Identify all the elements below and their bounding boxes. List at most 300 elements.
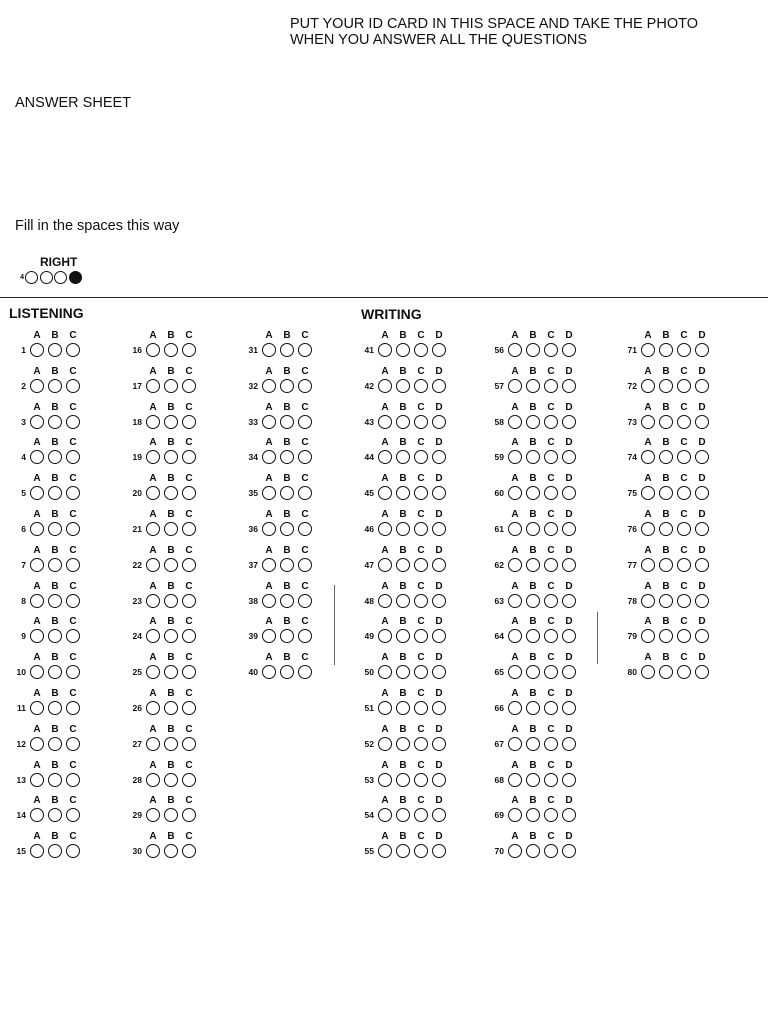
answer-bubble-c[interactable] <box>182 844 196 858</box>
answer-bubble-a[interactable] <box>146 379 160 393</box>
answer-bubble-c[interactable] <box>182 558 196 572</box>
answer-bubble-b[interactable] <box>280 629 294 643</box>
answer-bubble-b[interactable] <box>280 665 294 679</box>
answer-bubble-a[interactable] <box>146 844 160 858</box>
answer-bubble-b[interactable] <box>164 486 178 500</box>
answer-bubble-b[interactable] <box>164 629 178 643</box>
answer-bubble-a[interactable] <box>378 629 392 643</box>
answer-bubble-b[interactable] <box>280 343 294 357</box>
option-letter-b: B <box>662 509 670 520</box>
answer-bubble-c[interactable] <box>677 486 691 500</box>
answer-bubble-b[interactable] <box>659 415 673 429</box>
answer-bubble-b[interactable] <box>526 844 540 858</box>
answer-bubble-d[interactable] <box>562 844 576 858</box>
answer-bubble-c[interactable] <box>414 629 428 643</box>
answer-bubble-c[interactable] <box>66 629 80 643</box>
answer-bubble-b[interactable] <box>396 701 410 715</box>
answer-bubble-a[interactable] <box>146 629 160 643</box>
answer-bubble-c[interactable] <box>677 629 691 643</box>
answer-bubble-a[interactable] <box>30 522 44 536</box>
answer-bubble-c[interactable] <box>414 415 428 429</box>
answer-bubble-c[interactable] <box>66 844 80 858</box>
answer-bubble-c[interactable] <box>182 773 196 787</box>
answer-bubble-c[interactable] <box>544 844 558 858</box>
answer-bubble-c[interactable] <box>414 450 428 464</box>
answer-bubble-d[interactable] <box>695 450 709 464</box>
answer-bubble-c[interactable] <box>414 737 428 751</box>
answer-bubble-a[interactable] <box>30 594 44 608</box>
answer-bubble-c[interactable] <box>298 558 312 572</box>
answer-bubble-a[interactable] <box>378 450 392 464</box>
question-69 <box>488 795 580 825</box>
answer-bubble-a[interactable] <box>30 343 44 357</box>
answer-bubble-d[interactable] <box>695 665 709 679</box>
answer-bubble-b[interactable] <box>48 343 62 357</box>
option-letter-b: B <box>529 652 537 664</box>
answer-bubble-d[interactable] <box>432 844 446 858</box>
answer-bubble-b[interactable] <box>48 415 62 429</box>
answer-bubble-a[interactable] <box>508 773 522 787</box>
answer-bubble-c[interactable] <box>66 486 80 500</box>
answer-bubble-a[interactable] <box>641 665 655 679</box>
answer-bubble-d[interactable] <box>562 773 576 787</box>
answer-bubble-a[interactable] <box>641 486 655 500</box>
option-letter-c: C <box>547 544 555 556</box>
answer-bubble-c[interactable] <box>66 665 80 679</box>
answer-bubble-b[interactable] <box>526 522 540 536</box>
answer-bubble-a[interactable] <box>508 522 522 536</box>
answer-bubble-c[interactable] <box>544 737 558 751</box>
answer-bubble-b[interactable] <box>48 773 62 787</box>
answer-bubble-b[interactable] <box>164 558 178 572</box>
answer-bubble-a[interactable] <box>262 415 276 429</box>
answer-bubble-b[interactable] <box>164 343 178 357</box>
answer-bubble-c[interactable] <box>414 558 428 572</box>
answer-bubble-a[interactable] <box>262 665 276 679</box>
answer-bubble-b[interactable] <box>396 665 410 679</box>
answer-bubble-b[interactable] <box>659 665 673 679</box>
answer-bubble-d[interactable] <box>432 629 446 643</box>
answer-bubble-c[interactable] <box>677 558 691 572</box>
answer-bubble-c[interactable] <box>66 701 80 715</box>
answer-bubble-b[interactable] <box>526 450 540 464</box>
answer-bubble-c[interactable] <box>414 522 428 536</box>
answer-bubble-b[interactable] <box>280 558 294 572</box>
answer-bubble-c[interactable] <box>66 415 80 429</box>
answer-bubble-d[interactable] <box>562 737 576 751</box>
answer-bubble-a[interactable] <box>508 844 522 858</box>
answer-bubble-b[interactable] <box>526 486 540 500</box>
answer-bubble-a[interactable] <box>508 594 522 608</box>
answer-bubble-b[interactable] <box>280 522 294 536</box>
answer-bubble-b[interactable] <box>164 773 178 787</box>
answer-bubble-b[interactable] <box>526 808 540 822</box>
answer-bubble-a[interactable] <box>641 415 655 429</box>
answer-bubble-b[interactable] <box>280 594 294 608</box>
answer-bubble-c[interactable] <box>544 558 558 572</box>
answer-bubble-c[interactable] <box>544 808 558 822</box>
option-letter-b: B <box>283 401 291 413</box>
option-letter-c: C <box>547 616 555 628</box>
answer-bubble-a[interactable] <box>508 450 522 464</box>
answer-bubble-b[interactable] <box>396 522 410 536</box>
answer-bubble-a[interactable] <box>262 558 276 572</box>
answer-bubble-b[interactable] <box>659 343 673 357</box>
answer-bubble-c[interactable] <box>182 450 196 464</box>
answer-bubble-c[interactable] <box>544 450 558 464</box>
answer-bubble-a[interactable] <box>378 343 392 357</box>
answer-bubble-b[interactable] <box>396 415 410 429</box>
option-letter-c: C <box>547 365 555 377</box>
answer-bubble-a[interactable] <box>378 665 392 679</box>
answer-bubble-b[interactable] <box>526 415 540 429</box>
answer-bubble-b[interactable] <box>48 450 62 464</box>
answer-bubble-b[interactable] <box>164 665 178 679</box>
answer-bubble-b[interactable] <box>48 522 62 536</box>
answer-bubble-b[interactable] <box>48 379 62 393</box>
answer-bubble-d[interactable] <box>432 450 446 464</box>
answer-bubble-a[interactable] <box>378 844 392 858</box>
answer-bubble-b[interactable] <box>659 522 673 536</box>
answer-bubble-a[interactable] <box>262 379 276 393</box>
answer-bubble-a[interactable] <box>262 343 276 357</box>
answer-bubble-c[interactable] <box>414 773 428 787</box>
answer-bubble-d[interactable] <box>695 415 709 429</box>
answer-bubble-a[interactable] <box>146 522 160 536</box>
answer-bubble-c[interactable] <box>182 737 196 751</box>
answer-bubble-d[interactable] <box>432 808 446 822</box>
answer-bubble-a[interactable] <box>146 701 160 715</box>
answer-bubble-d[interactable] <box>432 415 446 429</box>
answer-bubble-c[interactable] <box>298 450 312 464</box>
answer-bubble-c[interactable] <box>66 773 80 787</box>
answer-bubble-c[interactable] <box>298 379 312 393</box>
answer-bubble-a[interactable] <box>30 415 44 429</box>
question-28 <box>126 760 218 790</box>
answer-bubble-b[interactable] <box>164 594 178 608</box>
answer-bubble-a[interactable] <box>30 737 44 751</box>
answer-bubble-b[interactable] <box>48 594 62 608</box>
answer-bubble-c[interactable] <box>182 522 196 536</box>
answer-bubble-a[interactable] <box>508 808 522 822</box>
answer-bubble-d[interactable] <box>562 629 576 643</box>
answer-bubble-b[interactable] <box>526 737 540 751</box>
option-letter-c: C <box>417 795 425 807</box>
answer-bubble-c[interactable] <box>677 594 691 608</box>
answer-bubble-c[interactable] <box>414 808 428 822</box>
answer-bubble-a[interactable] <box>30 629 44 643</box>
answer-bubble-c[interactable] <box>182 343 196 357</box>
answer-bubble-d[interactable] <box>432 594 446 608</box>
answer-bubble-d[interactable] <box>695 629 709 643</box>
question-67 <box>488 724 580 754</box>
answer-bubble-a[interactable] <box>378 415 392 429</box>
answer-bubble-b[interactable] <box>526 558 540 572</box>
answer-bubble-c[interactable] <box>66 343 80 357</box>
answer-bubble-b[interactable] <box>48 486 62 500</box>
answer-bubble-d[interactable] <box>432 343 446 357</box>
answer-bubble-a[interactable] <box>378 808 392 822</box>
answer-bubble-c[interactable] <box>298 343 312 357</box>
answer-bubble-c[interactable] <box>298 522 312 536</box>
answer-bubble-b[interactable] <box>526 665 540 679</box>
answer-bubble-c[interactable] <box>182 594 196 608</box>
answer-bubble-a[interactable] <box>146 665 160 679</box>
option-letter-b: B <box>167 365 175 377</box>
answer-bubble-b[interactable] <box>396 558 410 572</box>
answer-bubble-c[interactable] <box>544 629 558 643</box>
answer-bubble-c[interactable] <box>677 343 691 357</box>
answer-bubble-b[interactable] <box>396 343 410 357</box>
answer-bubble-d[interactable] <box>562 522 576 536</box>
answer-bubble-a[interactable] <box>641 558 655 572</box>
answer-bubble-c[interactable] <box>298 486 312 500</box>
answer-bubble-b[interactable] <box>396 737 410 751</box>
answer-bubble-b[interactable] <box>526 629 540 643</box>
answer-bubble-b[interactable] <box>396 379 410 393</box>
answer-bubble-c[interactable] <box>544 701 558 715</box>
answer-bubble-b[interactable] <box>526 773 540 787</box>
answer-bubble-a[interactable] <box>641 594 655 608</box>
answer-bubble-c[interactable] <box>298 665 312 679</box>
answer-bubble-d[interactable] <box>562 343 576 357</box>
answer-bubble-b[interactable] <box>659 450 673 464</box>
answer-bubble-c[interactable] <box>677 415 691 429</box>
answer-bubble-c[interactable] <box>544 522 558 536</box>
answer-bubble-c[interactable] <box>677 522 691 536</box>
answer-bubble-a[interactable] <box>641 522 655 536</box>
answer-bubble-b[interactable] <box>526 594 540 608</box>
option-letter-c: C <box>185 831 193 843</box>
answer-bubble-d[interactable] <box>562 379 576 393</box>
answer-bubble-b[interactable] <box>659 379 673 393</box>
answer-bubble-c[interactable] <box>182 629 196 643</box>
answer-bubble-d[interactable] <box>432 558 446 572</box>
answer-bubble-a[interactable] <box>262 629 276 643</box>
answer-bubble-b[interactable] <box>526 701 540 715</box>
answer-bubble-a[interactable] <box>30 486 44 500</box>
answer-bubble-d[interactable] <box>432 665 446 679</box>
answer-bubble-b[interactable] <box>526 343 540 357</box>
answer-bubble-c[interactable] <box>182 486 196 500</box>
answer-bubble-c[interactable] <box>298 629 312 643</box>
answer-bubble-a[interactable] <box>378 486 392 500</box>
answer-bubble-b[interactable] <box>396 450 410 464</box>
answer-bubble-a[interactable] <box>378 773 392 787</box>
answer-bubble-d[interactable] <box>432 379 446 393</box>
answer-bubble-a[interactable] <box>378 379 392 393</box>
answer-bubble-a[interactable] <box>508 629 522 643</box>
answer-bubble-c[interactable] <box>66 450 80 464</box>
question-number: 2 <box>21 380 26 391</box>
answer-bubble-b[interactable] <box>164 844 178 858</box>
answer-bubble-c[interactable] <box>414 343 428 357</box>
answer-bubble-a[interactable] <box>30 844 44 858</box>
answer-bubble-b[interactable] <box>48 737 62 751</box>
answer-bubble-b[interactable] <box>396 844 410 858</box>
answer-bubble-b[interactable] <box>164 379 178 393</box>
answer-bubble-b[interactable] <box>48 665 62 679</box>
answer-bubble-a[interactable] <box>262 522 276 536</box>
answer-bubble-d[interactable] <box>432 773 446 787</box>
answer-bubble-a[interactable] <box>508 665 522 679</box>
answer-bubble-a[interactable] <box>30 701 44 715</box>
answer-bubble-a[interactable] <box>641 450 655 464</box>
answer-bubble-c[interactable] <box>66 737 80 751</box>
answer-bubble-c[interactable] <box>544 415 558 429</box>
answer-bubble-a[interactable] <box>378 558 392 572</box>
answer-bubble-b[interactable] <box>164 522 178 536</box>
answer-bubble-c[interactable] <box>677 450 691 464</box>
answer-bubble-b[interactable] <box>396 594 410 608</box>
answer-bubble-c[interactable] <box>66 808 80 822</box>
answer-bubble-c[interactable] <box>414 486 428 500</box>
answer-bubble-d[interactable] <box>562 450 576 464</box>
answer-bubble-c[interactable] <box>544 665 558 679</box>
answer-bubble-d[interactable] <box>695 522 709 536</box>
answer-bubble-c[interactable] <box>298 415 312 429</box>
answer-bubble-a[interactable] <box>378 522 392 536</box>
answer-bubble-c[interactable] <box>414 701 428 715</box>
answer-bubble-a[interactable] <box>30 450 44 464</box>
answer-bubble-a[interactable] <box>146 343 160 357</box>
answer-bubble-c[interactable] <box>414 594 428 608</box>
answer-bubble-b[interactable] <box>164 701 178 715</box>
answer-bubble-a[interactable] <box>508 415 522 429</box>
answer-bubble-b[interactable] <box>280 379 294 393</box>
answer-bubble-a[interactable] <box>378 594 392 608</box>
answer-bubble-c[interactable] <box>182 379 196 393</box>
answer-bubble-c[interactable] <box>414 844 428 858</box>
answer-bubble-b[interactable] <box>396 486 410 500</box>
answer-bubble-a[interactable] <box>262 594 276 608</box>
answer-bubble-c[interactable] <box>182 415 196 429</box>
answer-bubble-a[interactable] <box>30 665 44 679</box>
answer-bubble-a[interactable] <box>146 486 160 500</box>
answer-bubble-c[interactable] <box>414 665 428 679</box>
answer-bubble-b[interactable] <box>48 558 62 572</box>
answer-bubble-b[interactable] <box>164 450 178 464</box>
answer-bubble-b[interactable] <box>280 486 294 500</box>
answer-bubble-d[interactable] <box>432 522 446 536</box>
answer-bubble-c[interactable] <box>544 379 558 393</box>
answer-bubble-c[interactable] <box>182 701 196 715</box>
answer-bubble-d[interactable] <box>562 594 576 608</box>
answer-bubble-b[interactable] <box>164 808 178 822</box>
answer-bubble-a[interactable] <box>508 343 522 357</box>
answer-bubble-b[interactable] <box>48 844 62 858</box>
answer-bubble-a[interactable] <box>378 737 392 751</box>
answer-bubble-b[interactable] <box>659 558 673 572</box>
answer-bubble-d[interactable] <box>432 737 446 751</box>
answer-bubble-a[interactable] <box>508 701 522 715</box>
question-23 <box>126 581 218 611</box>
option-letter-c: C <box>69 509 77 520</box>
option-letter-a: A <box>149 795 157 807</box>
answer-bubble-c[interactable] <box>544 486 558 500</box>
answer-bubble-a[interactable] <box>30 773 44 787</box>
answer-bubble-b[interactable] <box>280 450 294 464</box>
answer-bubble-c[interactable] <box>677 379 691 393</box>
answer-bubble-b[interactable] <box>396 629 410 643</box>
answer-bubble-c[interactable] <box>677 665 691 679</box>
answer-bubble-a[interactable] <box>262 486 276 500</box>
answer-bubble-a[interactable] <box>508 558 522 572</box>
answer-bubble-d[interactable] <box>562 486 576 500</box>
answer-bubble-d[interactable] <box>562 415 576 429</box>
answer-bubble-d[interactable] <box>562 558 576 572</box>
answer-bubble-a[interactable] <box>641 379 655 393</box>
answer-bubble-c[interactable] <box>66 594 80 608</box>
option-letter-c: C <box>417 509 425 520</box>
answer-bubble-d[interactable] <box>562 808 576 822</box>
answer-bubble-d[interactable] <box>562 665 576 679</box>
answer-bubble-c[interactable] <box>66 558 80 572</box>
answer-bubble-d[interactable] <box>695 486 709 500</box>
answer-bubble-a[interactable] <box>146 415 160 429</box>
answer-bubble-b[interactable] <box>48 701 62 715</box>
answer-bubble-d[interactable] <box>432 486 446 500</box>
answer-bubble-a[interactable] <box>146 450 160 464</box>
answer-bubble-b[interactable] <box>48 808 62 822</box>
answer-bubble-c[interactable] <box>414 379 428 393</box>
answer-bubble-a[interactable] <box>378 701 392 715</box>
answer-bubble-b[interactable] <box>659 486 673 500</box>
answer-bubble-a[interactable] <box>262 450 276 464</box>
answer-bubble-b[interactable] <box>526 379 540 393</box>
answer-bubble-b[interactable] <box>48 629 62 643</box>
answer-bubble-b[interactable] <box>659 629 673 643</box>
answer-bubble-d[interactable] <box>432 701 446 715</box>
answer-bubble-c[interactable] <box>298 594 312 608</box>
answer-bubble-a[interactable] <box>146 808 160 822</box>
answer-bubble-a[interactable] <box>146 737 160 751</box>
answer-bubble-d[interactable] <box>695 343 709 357</box>
answer-bubble-a[interactable] <box>641 629 655 643</box>
answer-bubble-a[interactable] <box>146 773 160 787</box>
option-letter-b: B <box>529 723 537 735</box>
answer-bubble-b[interactable] <box>164 737 178 751</box>
answer-bubble-c[interactable] <box>66 379 80 393</box>
answer-bubble-c[interactable] <box>182 665 196 679</box>
answer-bubble-a[interactable] <box>146 594 160 608</box>
answer-bubble-b[interactable] <box>280 415 294 429</box>
answer-bubble-c[interactable] <box>544 343 558 357</box>
answer-bubble-c[interactable] <box>182 808 196 822</box>
answer-bubble-b[interactable] <box>396 773 410 787</box>
answer-bubble-d[interactable] <box>695 379 709 393</box>
option-letter-a: A <box>265 509 273 520</box>
answer-bubble-a[interactable] <box>30 558 44 572</box>
answer-bubble-a[interactable] <box>30 379 44 393</box>
answer-bubble-a[interactable] <box>146 558 160 572</box>
answer-bubble-c[interactable] <box>544 773 558 787</box>
answer-bubble-a[interactable] <box>508 737 522 751</box>
answer-bubble-a[interactable] <box>30 808 44 822</box>
answer-bubble-a[interactable] <box>508 486 522 500</box>
option-letter-a: A <box>381 580 389 592</box>
answer-bubble-c[interactable] <box>544 594 558 608</box>
answer-bubble-b[interactable] <box>396 808 410 822</box>
answer-bubble-b[interactable] <box>164 415 178 429</box>
answer-bubble-d[interactable] <box>695 594 709 608</box>
answer-bubble-a[interactable] <box>641 343 655 357</box>
answer-bubble-d[interactable] <box>562 701 576 715</box>
answer-bubble-c[interactable] <box>66 522 80 536</box>
answer-bubble-a[interactable] <box>508 379 522 393</box>
answer-bubble-d[interactable] <box>695 558 709 572</box>
answer-bubble-b[interactable] <box>659 594 673 608</box>
